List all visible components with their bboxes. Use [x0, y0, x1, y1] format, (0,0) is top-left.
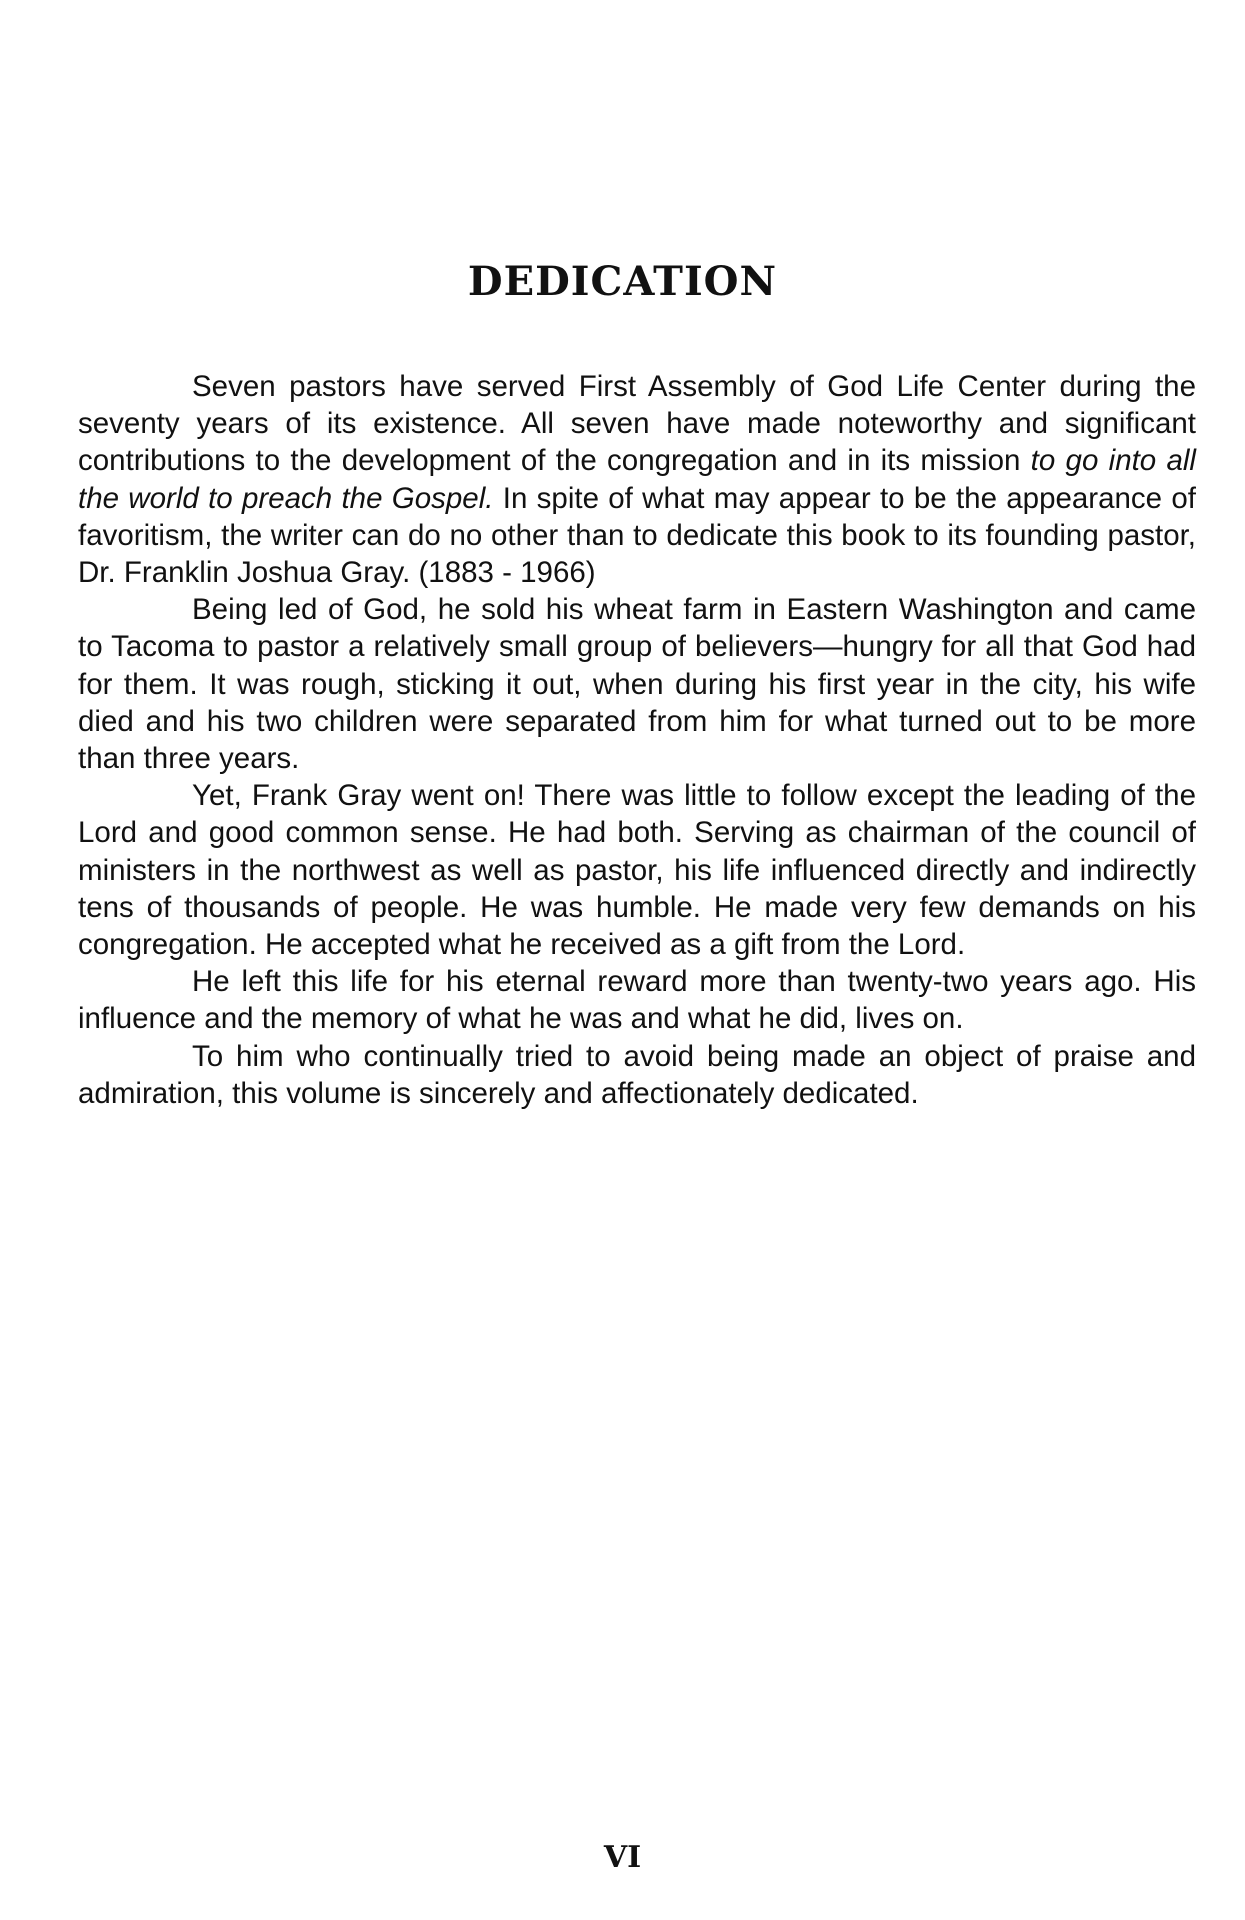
page-title: DEDICATION — [467, 258, 778, 305]
paragraph-1-text-end: In spite of what may appear to be the appearance of favoritism, the writer can do no other than to dedicate this book to its founding pastor, Dr. Franklin Joshua Gray. (1883 - 1966) — [78, 481, 1196, 590]
paragraph-3: Yet, Frank Gray went on! There was little to follow except the leading of the Lord and good common sense. He had both. Serving as chairman of the council of ministers in the northwest as well as pastor, his life influenced directly and indirectly tens of thousands of people. He was humble. He made very few demands on his congregation. He accepted what he received as a gift from the Lord. — [78, 779, 1196, 962]
page-number: VI — [603, 1840, 642, 1875]
paragraph-4: He left this life for his eternal reward more than twenty-two years ago. His influence and the memory of what he was and what he did, lives on. — [78, 965, 1196, 1036]
paragraph-1 — [78, 368, 1196, 591]
paragraph-1-italic-quote: to go into all the world to preach the Gospel. — [78, 444, 1196, 515]
paragraph-2: Being led of God, he sold his wheat farm in Eastern Washington and came to Tacoma to pastor a relatively small group of believers—hungry for all that God had for them. It was rough, sticking it out, when during his first year in the city, his wife died and his two children were separated from him for what turned out to be more than three years. — [78, 593, 1196, 776]
paragraph-5: To him who continually tried to avoid being made an object of praise and admiration, this volume is sincerely and affectionately dedicated. — [78, 1039, 1196, 1110]
dedication-body — [78, 368, 1196, 1112]
paragraph-1-text-start: Seven pastors have served First Assembly of God Life Center during the seventy years of its existence. All seven have made noteworthy and significant contributions to the development of the congregation and in its mission — [78, 370, 1196, 478]
